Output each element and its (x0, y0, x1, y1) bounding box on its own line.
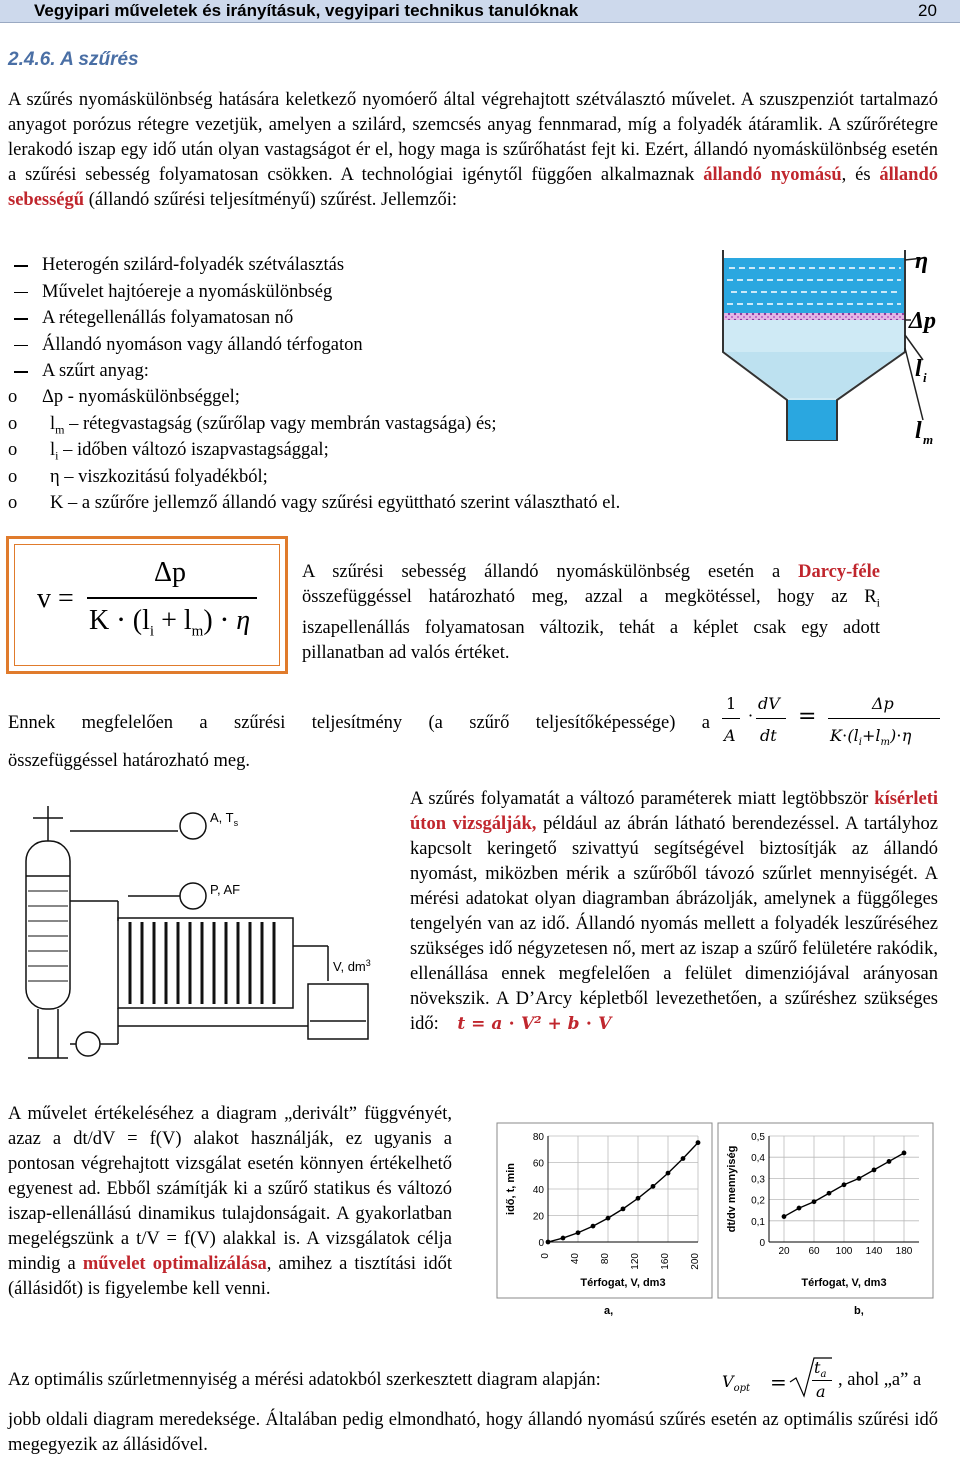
chart-b-ylabel: dt/dv mennyiség (726, 1145, 738, 1233)
optimum-text-2: , ahol „a” a (838, 1370, 922, 1390)
chart-a-xtick-label: 160 (660, 1253, 671, 1270)
feature-item: Művelet hajtóereje a nyomáskülönbség (8, 279, 708, 306)
pf-num: Δp (872, 694, 894, 713)
chart-b-data-point (872, 1168, 877, 1173)
subfeature-lm-text: – rétegvastagság (szűrőlap vagy membrán vastagsága) és; (64, 413, 497, 434)
experiment-text-2: például az ábrán látható berendezéssel. A tartályhoz kapcsolt keringető szivattyú segítségével biztosítják az állandó nyomást, miközben mérik a szűrőből távozó szűrlet mennyiségét. A mérési adatokat olyan diagramban ábrázolják, amelynek a függőleges tengelyén van az idő. Állandó nyomás mellett a folyadék leszűréséhez szükséges idő négyzetesen nő, mert az iszap a szűrő felületére rakódik, ellenállása ennek megfelelően a felület dimenziójával arányosan növekszik. A D’Arcy képletből levezethetően, a szűréshez szükséges idő: (410, 814, 938, 1034)
chart-b-data-point (827, 1191, 832, 1196)
chart-a-data-point (696, 1140, 701, 1145)
pf-one: 1 (726, 694, 737, 713)
chart-a-ylabel: idő, t, min (505, 1163, 517, 1215)
funnel-liquid (725, 352, 903, 398)
subfeature-item: o K – a szűrőre jellemző állandó vagy szűrési együttható szerint választható el. (8, 490, 808, 517)
intro-paragraph (8, 88, 938, 213)
subfeature-lm-sub: m (55, 422, 65, 437)
experiment-highlight: kísérleti úton vizsgálják, (410, 789, 938, 834)
chart-b-ytick-label: 0,4 (751, 1153, 765, 1165)
label-dp: Δp (909, 308, 937, 334)
subfeature-dp: Δp - nyomáskülönbséggel; (42, 387, 240, 407)
chart-b-xtick-label: 100 (835, 1246, 853, 1257)
chart-b-ytick-label: 0,2 (751, 1195, 765, 1207)
chart-b-data-point (797, 1206, 802, 1211)
pf-dV: dV (758, 694, 780, 713)
chart-b-xlabel: Térfogat, V, dm3 (801, 1277, 887, 1289)
chart-b-ytick-label: 0,3 (751, 1174, 765, 1186)
chart-b-ytick-label: 0 (759, 1238, 765, 1249)
subfeature-item: o η – viszkozitású folyadékból; (8, 464, 808, 491)
darcy-text-2: összefüggéssel határozható meg, azzal a megkötéssel, hogy az R (302, 587, 877, 607)
chart-b-frame (718, 1123, 933, 1298)
formula-den-m: m (191, 623, 204, 640)
performance-text-1: Ennek megfelelően a szűrési teljesítmény (a szűrő teljesítőképessége) a (8, 713, 710, 733)
chart-b-data-point (857, 1176, 862, 1181)
chart-a-ytick-label: 20 (532, 1211, 544, 1223)
chart-a-data-point (621, 1206, 626, 1211)
darcy-sub: i (876, 595, 880, 610)
chart-a-data-point (606, 1216, 611, 1221)
pf-den-i: i (858, 737, 862, 749)
subfeature-item (8, 437, 808, 464)
formula-den-i: i (149, 623, 155, 640)
filtration-charts (496, 1122, 936, 1322)
chart-b-data-point (902, 1151, 907, 1156)
filter-press (118, 918, 293, 1008)
pf-den-c: )⋅η (890, 726, 912, 745)
label-v: V, $dm^3$ (333, 958, 371, 974)
evaluation-text-2: , amihez a tisztítási időt (állásidőt) is figyelembe kell venni. (8, 1254, 452, 1299)
darcy-text-3: iszapellenállás folyamatosan változik, tehát a képlet csak egy adott pillanatban ad valós értéket. (302, 617, 880, 663)
pf-den-plus: + (862, 726, 876, 745)
ta-line (812, 1380, 832, 1381)
formula-numerator: Δp (154, 557, 187, 588)
vopt-eq: = (770, 1370, 787, 1394)
chart-a-ytick-label: 40 (532, 1185, 544, 1196)
chart-b-data-point (812, 1199, 817, 1204)
performance-formula (718, 694, 950, 756)
label-lm-sub: m (923, 432, 934, 447)
pf-line-3 (828, 718, 940, 719)
vessel-hatching (28, 891, 68, 981)
formula-v: v = (37, 583, 74, 614)
experiment-text-1: A szűrés folyamatát a változó paraméterek miatt legtöbbször (410, 789, 875, 809)
subfeature-list (8, 384, 808, 517)
chart-a-xtick-label: 120 (630, 1253, 641, 1270)
vopt-sub: opt (733, 1383, 751, 1395)
ta-sub: a (820, 1369, 827, 1381)
chart-a-data-point (546, 1240, 551, 1245)
optimum-text-3: jobb oldali diagram meredeksége. Általában pedig elmondható, hogy állandó nyomású szűrés esetén az optimális szűrési idő megegyezik az állásidővel. (8, 1410, 938, 1455)
optimum-formula (722, 1360, 842, 1404)
pf-line-2 (756, 718, 786, 719)
evaluation-text-1: A művelet értékeléséhez a diagram „derivált” függvényét, azaz a dt/dV = f(V) alakot használják, ez ugyanis a pontosan végrehajtott vizsgálat esetén könnyen értékelhető egyenest ad. Ebből számítják ki a szűrő statikus és változó iszap-ellenállású dinamikus tulajdonságait. A gyakorlatban megelégszünk a t/V = f(V) alakkal is. A vizsgálatok célja mindig a (8, 1104, 452, 1274)
filtrate-vessel (308, 984, 368, 1039)
formula-fraction-line (87, 597, 257, 599)
formula-den-a: K ⋅ (l (89, 605, 150, 636)
pf-den-l1: l (853, 726, 859, 745)
optimum-text-1: Az optimális szűrletmennyiség a mérési adatokból szerkesztett diagram alapján: (8, 1370, 601, 1390)
formula-den-b: + l (154, 605, 192, 636)
chart-b-xtick-label: 20 (778, 1246, 790, 1257)
chart-a-data-point (651, 1184, 656, 1189)
vopt (722, 1372, 750, 1394)
darcy-paragraph (302, 560, 880, 666)
filter-layer-diagram (715, 240, 955, 470)
chart-b-data-point (782, 1214, 787, 1219)
subfeature-li-symbol: l (50, 440, 56, 460)
chart-a-data-point (636, 1196, 641, 1201)
pf-den-a: K⋅( (830, 726, 854, 745)
page-number: 20 (918, 1, 937, 20)
chart-a-xtick-label: 80 (600, 1253, 611, 1265)
pf-dt: dt (760, 726, 777, 745)
label-eta: η (915, 248, 929, 274)
formula-den-c: ) ⋅ (203, 605, 237, 636)
pf-den-l2: l (875, 726, 881, 745)
section-title: 2.4.6. A szűrés (8, 49, 139, 70)
formula-den-eta: η (236, 605, 251, 636)
chart-a-ytick-label: 80 (532, 1132, 544, 1143)
chart-b-ytick-label: 0,5 (751, 1132, 765, 1143)
feature-item: Heterogén szilárd-folyadék szétválasztás (8, 252, 708, 279)
pf-eq: = (798, 704, 817, 729)
chart-b-panel-label: b, (854, 1305, 864, 1317)
chart-a-data-point (666, 1171, 671, 1176)
subfeature-lm-symbol: l (50, 413, 56, 434)
intro-text-3: (állandó szűrési teljesítményű) szűrést. Jellemzői: (84, 190, 458, 210)
feature-item: Állandó nyomáson vagy állandó térfogaton (8, 332, 708, 359)
a-symbol: a (816, 1382, 826, 1401)
intro-highlight-constant-pressure: állandó nyomású (703, 165, 842, 185)
chart-b-data-point (887, 1159, 892, 1164)
intro-highlight-constant-speed: állandó sebességű (8, 165, 939, 210)
label-li-sub: i (923, 370, 927, 385)
vessel (26, 841, 70, 1009)
feature-list (8, 252, 708, 385)
darcy-highlight: Darcy-féle (798, 562, 880, 582)
feature-item: A szűrt anyag: (8, 358, 708, 385)
label-pf: P, AF (210, 882, 241, 897)
chart-a-panel-label: a, (604, 1305, 614, 1317)
subfeature-li-text: – időben változó iszapvastagsággal; (58, 440, 329, 460)
darcy-text-1: A szűrési sebesség állandó nyomáskülönbség esetén a (302, 562, 799, 582)
pf-line-1 (722, 718, 740, 719)
label-lm: l (915, 418, 922, 444)
chart-b-xtick-label: 180 (895, 1246, 913, 1257)
ta (814, 1358, 826, 1380)
filtration-apparatus-drawing (8, 796, 393, 1096)
time-formula: t = a ⋅ V² + b ⋅ V (457, 1014, 612, 1034)
experiment-paragraph (410, 787, 938, 1037)
chart-a-data-point (681, 1156, 686, 1161)
subfeature-item (8, 384, 808, 411)
chart-a-xtick-label: 0 (540, 1253, 551, 1259)
chart-b-xtick-label: 140 (865, 1246, 883, 1257)
pf-den-m: m (880, 737, 891, 749)
subfeature-item (8, 411, 808, 438)
chart-a-ytick-label: 0 (538, 1238, 544, 1249)
chart-a-data-point (591, 1224, 596, 1229)
label-li: l (915, 356, 922, 382)
ta-symbol: t (814, 1358, 821, 1377)
evaluation-paragraph (8, 1102, 452, 1302)
pf-A: A (724, 726, 736, 745)
chart-b-data-point (842, 1182, 847, 1187)
pf-den (830, 726, 911, 748)
chart-b-ytick-label: 0,1 (751, 1216, 765, 1228)
chart-b-xtick-label: 60 (808, 1246, 820, 1257)
feature-item: A rétegellenállás folyamatosan nő (8, 305, 708, 332)
intro-text-2: , és (841, 165, 880, 185)
evaluation-highlight: művelet optimalizálása (82, 1254, 267, 1274)
pressure-gauge (180, 883, 206, 909)
darcy-formula-box (6, 536, 288, 674)
vopt-symbol: V (722, 1372, 734, 1391)
filter-plates (130, 922, 274, 1004)
pump (76, 1032, 100, 1056)
intro-text-1: A szűrés nyomáskülönbség hatására keletkező nyomóerő által végrehajtott szétválasztó művelet. A szuszpenziót tartalmazó anyagot porózus rétegre vezetjük, amelyen a szilárd, szemcsés anyag fennmarad, míg a folyadék átáramlik. A szűrőrétegre lerakodó iszap egy idő után olyan vastagságot ér el, hogy maga is szűrőhatást fejt ki. Ezért, állandó nyomáskülönbség esetén a szűrési sebesség folyamatosan csökken. A technológiai igénytől függően alkalmaznak (8, 90, 938, 185)
chart-a-frame (497, 1123, 712, 1298)
formula-denominator (89, 603, 250, 641)
chart-a-xtick-label: 200 (690, 1253, 701, 1270)
performance-text-2: összefüggéssel határozható meg. (8, 751, 250, 771)
pf-dot: · (748, 706, 754, 725)
chart-a-data-point (561, 1236, 566, 1241)
chart-a-xlabel: Térfogat, V, dm3 (580, 1277, 666, 1289)
chart-a-xtick-label: 40 (570, 1253, 581, 1265)
thermometer-gauge (180, 813, 206, 839)
chart-a-ytick-label: 60 (532, 1158, 544, 1170)
funnel-outlet (788, 400, 836, 440)
chart-a-data-point (576, 1230, 581, 1235)
header-title: Vegyipari műveletek és irányításuk, vegyipari technikus tanulóknak (34, 1, 579, 20)
label-ats: A, $T_s$ (210, 810, 239, 828)
subfeature-li-sub: i (55, 448, 59, 463)
